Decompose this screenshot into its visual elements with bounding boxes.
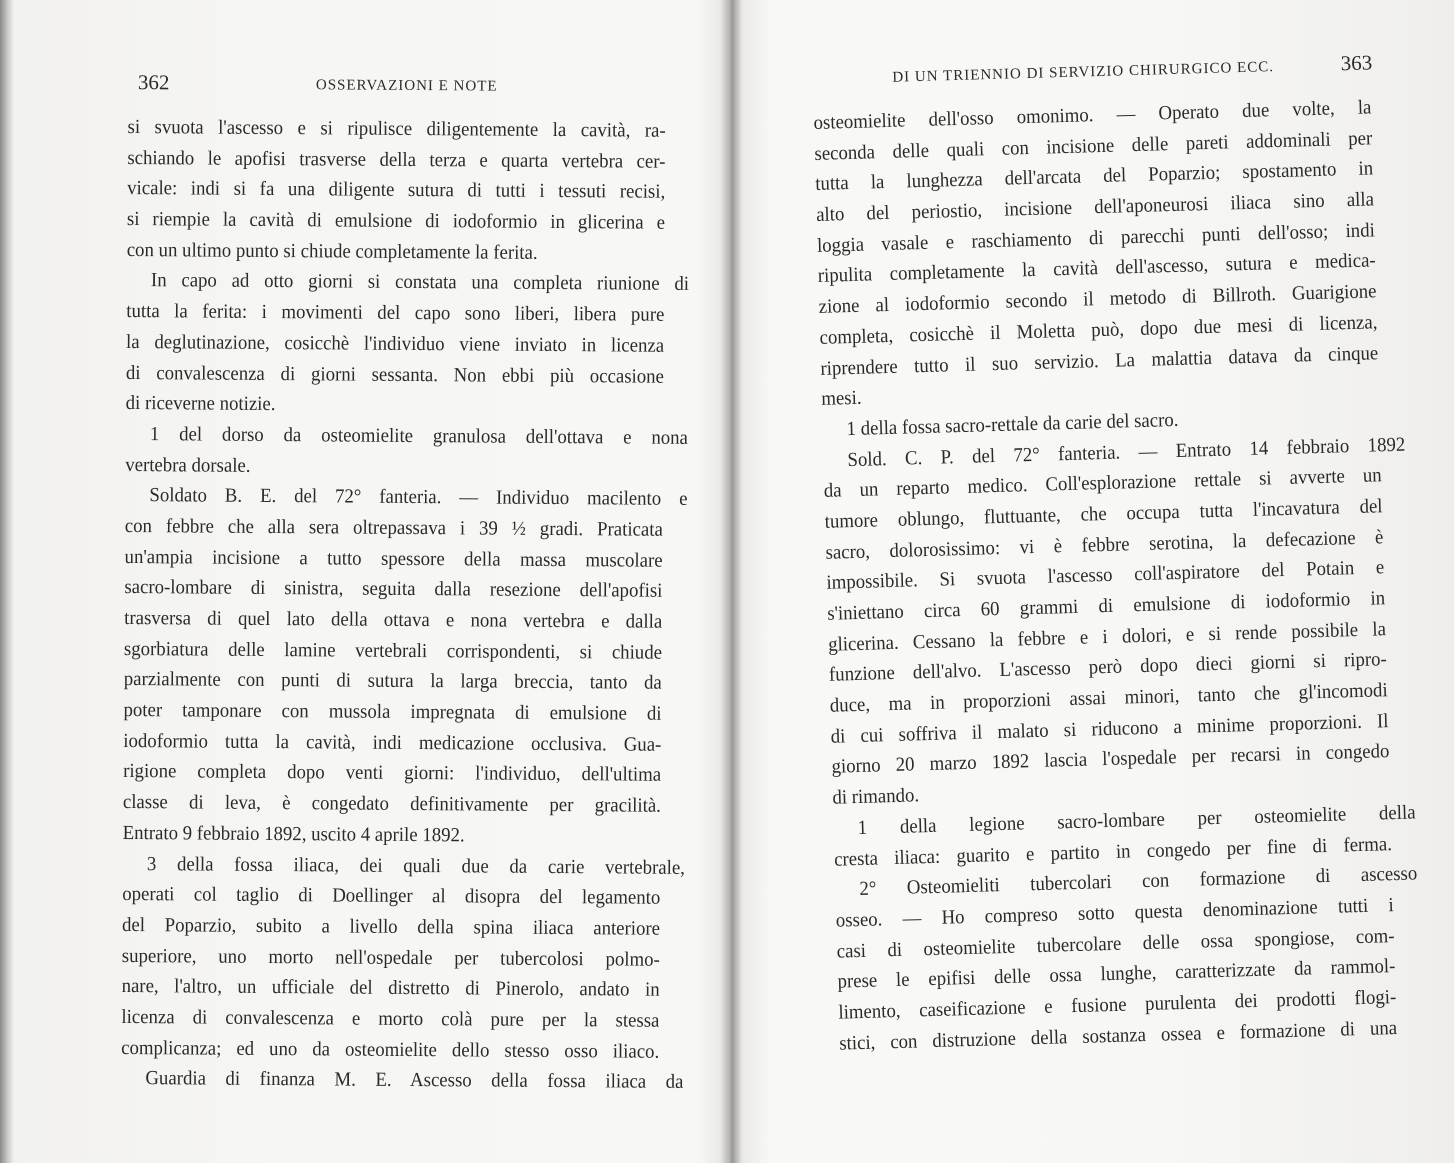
text-line: funzione dell'alvo. L'ascesso però dopo dieci giorni si ripro- <box>828 648 1388 687</box>
right-running-head: DI UN TRIENNIO DI SERVIZIO CHIRURGICO ECC. <box>892 59 1275 86</box>
left-page-text <box>121 112 690 1098</box>
text-line: prese le epifisi delle ossa lunghe, caratterizzate da rammol- <box>837 955 1396 993</box>
text-line: la deglutinazione, cosicchè l'individuo viene inviato in licenza <box>126 330 665 357</box>
text-line: glicerina. Cessano la febbre e i dolori, e si rende possibile la <box>827 617 1387 656</box>
text-line: loggia vasale e raschiamento di parecchi punti dell'osso; indi <box>816 219 1376 257</box>
text-line: alto del periostio, incisione dell'aponeurosi iliaca sino alla <box>815 188 1375 227</box>
text-line: Soldato B. E. del 72° fanteria. — Individuo macilento e <box>149 484 688 511</box>
text-line: di rimando. <box>832 784 920 809</box>
text-line: giorno 20 marzo 1892 lascia l'ospedale per recarsi in congedo <box>831 740 1390 779</box>
text-line: mesi. <box>820 386 862 411</box>
text-line: di convalescenza di giorni sessanta. Non ebbi più occasione <box>125 361 664 388</box>
text-line: operati col taglio di Doellinger al disopra del legamento <box>122 883 661 909</box>
text-line: rigione completa dopo venti giorni: l'individuo, dell'ultima <box>123 760 662 787</box>
text-line: sacro-lombare di sinistra, seguita dalla resezione dell'apofisi <box>124 576 663 603</box>
text-line: In capo ad otto giorni si constata una completa riunione di <box>150 269 690 296</box>
text-line: poter tamponare con mussola impregnata di emulsione di <box>123 699 662 725</box>
left-page-header <box>128 70 668 108</box>
text-line: vicale: indi si fa una diligente sutura di tutti i tessuti recisi, <box>127 177 666 204</box>
left-page <box>121 70 690 1098</box>
right-page-header <box>812 50 1373 100</box>
text-line: s'iniettano circa 60 grammi di emulsione di iodoformio in <box>826 587 1386 625</box>
text-line: con un ultimo punto si chiude completamente la ferita. <box>126 238 538 264</box>
text-line: sacro, dolorosissimo: vi è febbre serotina, la defecazione è <box>825 525 1384 564</box>
text-line: del Poparzio, subito a livello della spina iliaca anteriore <box>121 913 661 940</box>
left-running-head: OSSERVAZIONI E NOTE <box>315 77 498 95</box>
text-line: superiore, uno morto nell'ospedale per tubercolosi polmo- <box>121 944 660 971</box>
text-line: zione al iodoformio secondo il metodo di Billroth. Guarigione <box>818 280 1377 319</box>
text-line: Entrato 9 febbraio 1892, uscito 4 aprile 1892. <box>122 821 465 847</box>
text-line: 1 della legione sacro-lombare per osteomielite della <box>857 801 1416 839</box>
text-line: da un reparto medico. Coll'esplorazione rettale si avverte un <box>823 464 1382 503</box>
text-line: riprendere tutto il suo servizio. La malattia datava da cinque <box>820 341 1379 380</box>
text-line: impossibile. Si svuota l'ascesso coll'aspiratore del Potain e <box>826 556 1385 595</box>
text-line: seconda delle quali con incisione delle pareti addominali per <box>814 127 1373 165</box>
text-line: 2° Osteomieliti tubercolari con formazione di ascesso <box>859 862 1418 901</box>
text-line: sgorbiatura delle lamine vertebrali corrispondenti, si chiude <box>123 637 663 664</box>
text-line: si svuota l'ascesso e si ripulisce diligentemente la cavità, ra- <box>127 115 666 142</box>
right-page-number: 363 <box>1340 50 1373 76</box>
right-page <box>812 50 1418 1059</box>
text-line: con febbre che alla sera oltrepassava i 39 ½ gradi. Praticata <box>124 514 663 541</box>
text-line: casi di osteomielite tubercolare delle ossa spongiose, com- <box>836 924 1395 963</box>
text-line: Guardia di finanza M. E. Ascesso della fossa iliaca da <box>145 1067 684 1094</box>
text-line: limento, caseificazione e fusione purulenta dei prodotti flogi- <box>838 985 1397 1024</box>
text-line: nare, l'altro, un ufficiale del distretto di Pinerolo, andato in <box>121 975 660 1001</box>
right-page-text <box>813 92 1418 1059</box>
text-line: complicanza; ed uno da osteomielite dello stesso osso iliaco. <box>121 1036 660 1063</box>
text-line: cresta iliaca: guarito e partito in congedo per fine di ferma. <box>833 832 1393 871</box>
left-page-number: 362 <box>137 70 170 95</box>
text-line: tumore oblungo, fluttuante, che occupa tutta l'incavatura del <box>824 495 1383 533</box>
text-line: licenza di convalescenza e morto colà pure per la stessa <box>121 1005 660 1032</box>
book-spine <box>720 0 742 1163</box>
text-line: parzialmente con punti di sutura la larga breccia, tanto da <box>123 668 662 695</box>
text-line: iodoformio tutta la cavità, indi medicazione occlusiva. Gua- <box>123 729 662 756</box>
text-line: di riceverne notizie. <box>125 392 276 416</box>
text-line: 1 del dorso da osteomielite granulosa dell'ottava e nona <box>149 423 689 449</box>
page-edge-shadow <box>0 0 14 1163</box>
text-line: duce, ma in proporzioni assai minori, tanto che gl'incomodi <box>829 679 1388 717</box>
text-line: 3 della fossa iliaca, dei quali due da carie vertebrale, <box>146 852 686 879</box>
text-line: trasversa di quel lato della ottava e nona vertebra e dalla <box>124 606 663 633</box>
text-line: 1 della fossa sacro-rettale da carie del sacro. <box>846 408 1179 441</box>
text-line: si riempie la cavità di emulsione di iodoformio in glicerina e <box>126 208 666 234</box>
text-line: di cui soffriva il malato si riducono a minime proporzioni. Il <box>830 709 1389 748</box>
text-line: osteomielite dell'osso omonimo. — Operato due volte, la <box>813 96 1372 134</box>
text-line: osseo. — Ho compreso sotto questa denominazione tutti i <box>835 893 1394 932</box>
text-line: vertebra dorsale. <box>125 453 251 477</box>
text-line: un'ampia incisione a tutto spessore della massa muscolare <box>124 545 663 572</box>
text-line: Sold. C. P. del 72° fanteria. — Entrato 14 febbraio 1892 <box>847 433 1406 471</box>
text-line: stici, con distruzione della sostanza ossea e formazione di una <box>838 1016 1398 1055</box>
text-line: completa, cosicchè il Moletta può, dopo due mesi di licenza, <box>819 311 1378 349</box>
text-line: ripulita completamente la cavità dell'ascesso, sutura e medica- <box>817 249 1376 288</box>
text-line: classe di leva, è congedato definitivamente per gracilità. <box>122 791 661 817</box>
text-line: schiando le apofisi trasverse della terza e quarta vertebra cer- <box>127 146 666 173</box>
text-line: tutta la ferita: i movimenti del capo sono liberi, libera pure <box>126 300 665 326</box>
text-line: tutta la lunghezza dell'arcata del Poparzio; spostamento in <box>814 157 1374 196</box>
